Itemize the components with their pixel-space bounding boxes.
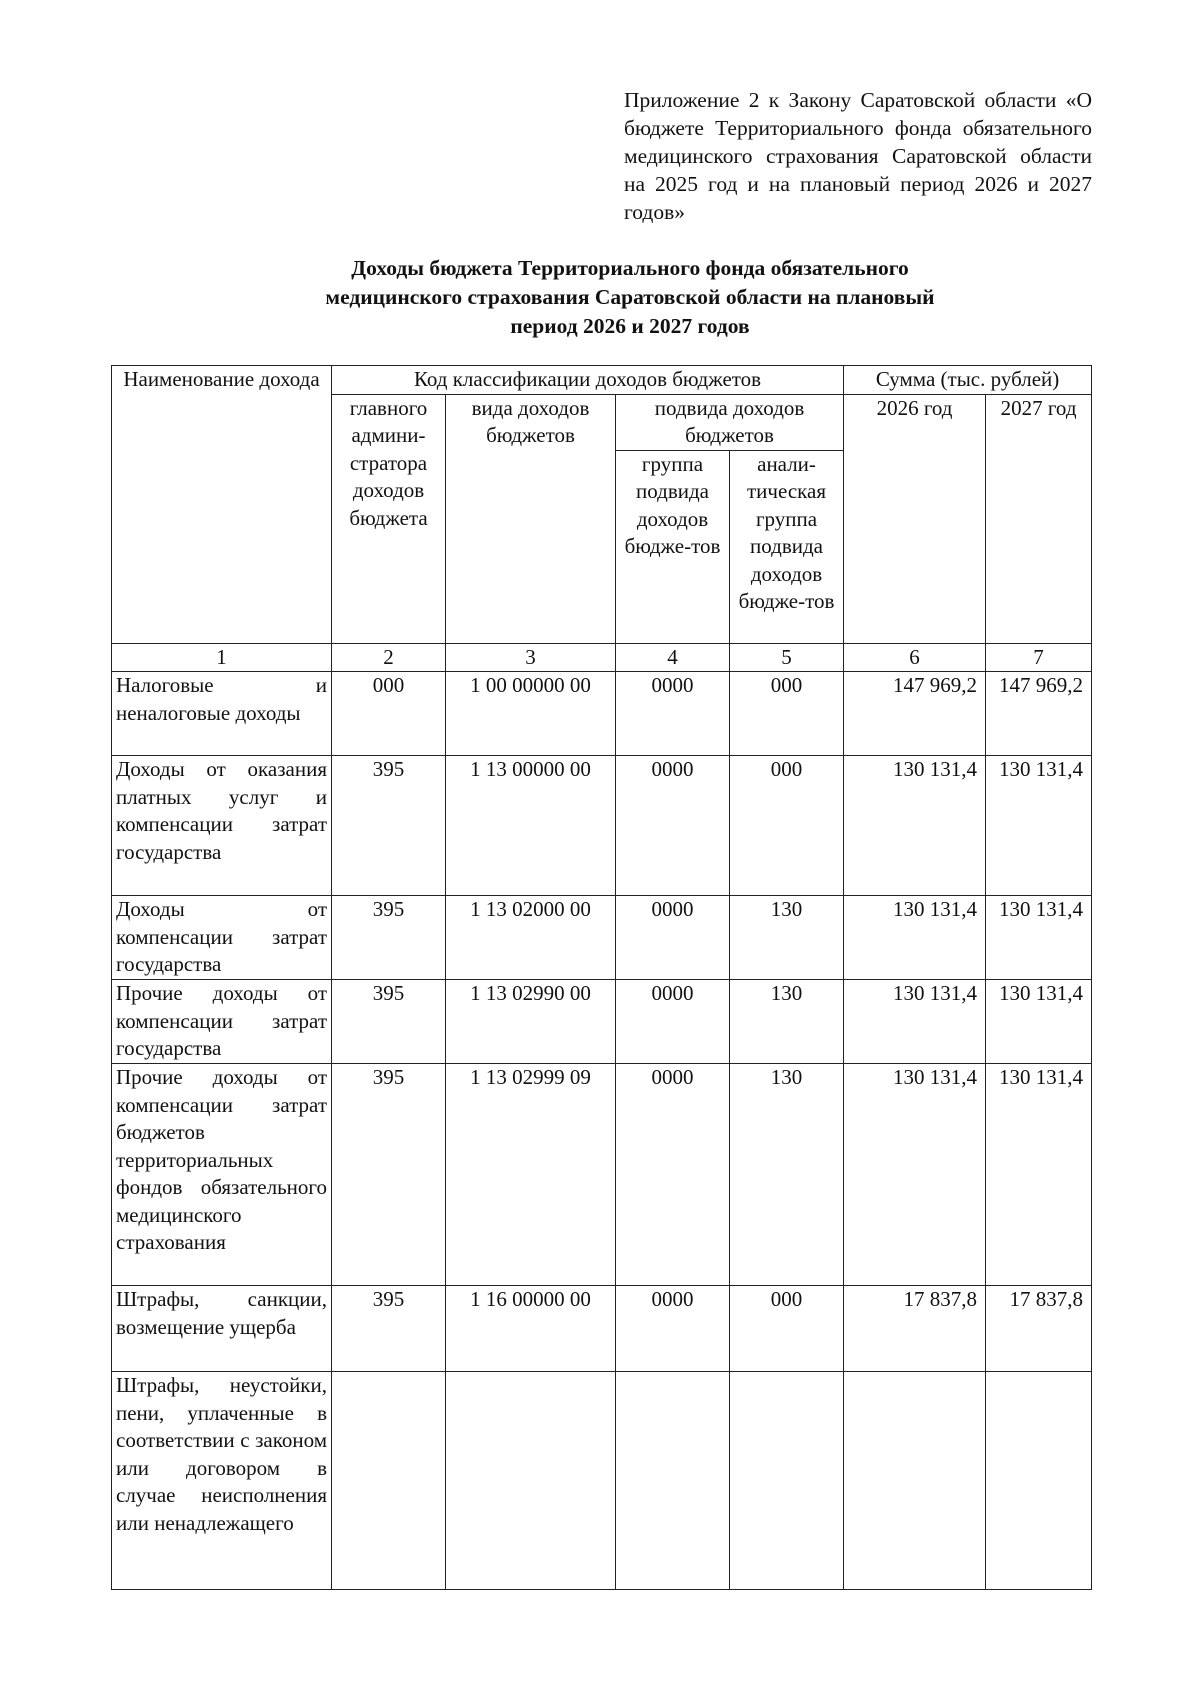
subkind-group-code: 0000 — [616, 1064, 730, 1286]
amount-2027: 130 131,4 — [986, 1064, 1092, 1286]
document-title — [230, 254, 1030, 341]
amount-2026: 130 131,4 — [844, 980, 986, 1064]
column-number-row — [112, 643, 1092, 672]
subkind-group-code — [616, 1372, 730, 1590]
column-number: 6 — [844, 643, 986, 672]
admin-code: 395 — [332, 756, 446, 896]
header-year-2027: 2027 год — [986, 394, 1092, 643]
title-line-3: период 2026 и 2027 годов — [510, 314, 750, 338]
amount-2026: 130 131,4 — [844, 1064, 986, 1286]
title-line-1: Доходы бюджета Территориального фонда обязательного — [351, 256, 909, 280]
subkind-group-code: 0000 — [616, 980, 730, 1064]
table-row — [112, 1064, 1092, 1286]
header-code-group: Код классификации доходов бюджетов — [332, 366, 844, 395]
column-number: 4 — [616, 643, 730, 672]
income-name: Доходы от оказания платных услуг и компенсации затрат государства — [112, 756, 332, 896]
income-name: Прочие доходы от компенсации затрат государства — [112, 980, 332, 1064]
table-row — [112, 672, 1092, 756]
header-year-2026: 2026 год — [844, 394, 986, 643]
subkind-group-code: 0000 — [616, 896, 730, 980]
header-income-name: Наименование дохода — [112, 366, 332, 644]
amount-2027: 130 131,4 — [986, 980, 1092, 1064]
admin-code: 395 — [332, 980, 446, 1064]
amount-2026: 130 131,4 — [844, 756, 986, 896]
kind-code — [446, 1372, 616, 1590]
amount-2027: 17 837,8 — [986, 1286, 1092, 1372]
kind-code: 1 13 02999 09 — [446, 1064, 616, 1286]
income-name: Штрафы, санкции, возмещение ущерба — [112, 1286, 332, 1372]
header-admin-code: главного админи-стратора доходов бюджета — [332, 394, 446, 643]
subkind-analytic-code: 130 — [730, 1064, 844, 1286]
header-sum-group: Сумма (тыс. рублей) — [844, 366, 1092, 395]
subkind-analytic-code: 000 — [730, 756, 844, 896]
amount-2026: 130 131,4 — [844, 896, 986, 980]
subkind-analytic-code — [730, 1372, 844, 1590]
table-row — [112, 1372, 1092, 1590]
subkind-analytic-code: 000 — [730, 672, 844, 756]
subkind-group-code: 0000 — [616, 672, 730, 756]
column-number: 1 — [112, 643, 332, 672]
income-name: Штрафы, неустойки, пени, уплаченные в соответствии с законом или договором в случае неисполнения или ненадлежащего — [112, 1372, 332, 1590]
amount-2027: 147 969,2 — [986, 672, 1092, 756]
kind-code: 1 13 00000 00 — [446, 756, 616, 896]
kind-code: 1 13 02990 00 — [446, 980, 616, 1064]
table-row — [112, 756, 1092, 896]
appendix-note: Приложение 2 к Закону Саратовской области «О бюджете Территориального фонда обязательного медицинского страхования Саратовской области на 2025 год и на плановый период 2026 и 2027 годов» — [624, 88, 1092, 224]
subkind-group-code: 0000 — [616, 756, 730, 896]
header-subkind-group: группа подвида доходов бюдже-тов — [616, 450, 730, 643]
income-name: Налоговые и неналоговые доходы — [112, 672, 332, 756]
column-number: 7 — [986, 643, 1092, 672]
column-number: 2 — [332, 643, 446, 672]
table-row — [112, 1286, 1092, 1372]
amount-2026 — [844, 1372, 986, 1590]
column-number: 3 — [446, 643, 616, 672]
amount-2027 — [986, 1372, 1092, 1590]
table-row — [112, 896, 1092, 980]
admin-code — [332, 1372, 446, 1590]
table-row — [112, 980, 1092, 1064]
admin-code: 395 — [332, 896, 446, 980]
admin-code: 395 — [332, 1286, 446, 1372]
amount-2026: 147 969,2 — [844, 672, 986, 756]
income-name: Прочие доходы от компенсации затрат бюджетов территориальных фондов обязательного медицинского страхования — [112, 1064, 332, 1286]
income-name: Доходы от компенсации затрат государства — [112, 896, 332, 980]
header-subkind-analytic: анали-тическая группа подвида доходов бюдже-тов — [730, 450, 844, 643]
subkind-group-code: 0000 — [616, 1286, 730, 1372]
admin-code: 000 — [332, 672, 446, 756]
admin-code: 395 — [332, 1064, 446, 1286]
title-line-2: медицинского страхования Саратовской области на плановый — [325, 285, 935, 309]
header-kind-code: вида доходов бюджетов — [446, 394, 616, 643]
kind-code: 1 16 00000 00 — [446, 1286, 616, 1372]
amount-2026: 17 837,8 — [844, 1286, 986, 1372]
income-table — [111, 365, 1092, 1590]
kind-code: 1 13 02000 00 — [446, 896, 616, 980]
subkind-analytic-code: 130 — [730, 980, 844, 1064]
column-number: 5 — [730, 643, 844, 672]
kind-code: 1 00 00000 00 — [446, 672, 616, 756]
subkind-analytic-code: 000 — [730, 1286, 844, 1372]
amount-2027: 130 131,4 — [986, 756, 1092, 896]
subkind-analytic-code: 130 — [730, 896, 844, 980]
amount-2027: 130 131,4 — [986, 896, 1092, 980]
header-subkind-code: подвида доходов бюджетов — [616, 394, 844, 450]
